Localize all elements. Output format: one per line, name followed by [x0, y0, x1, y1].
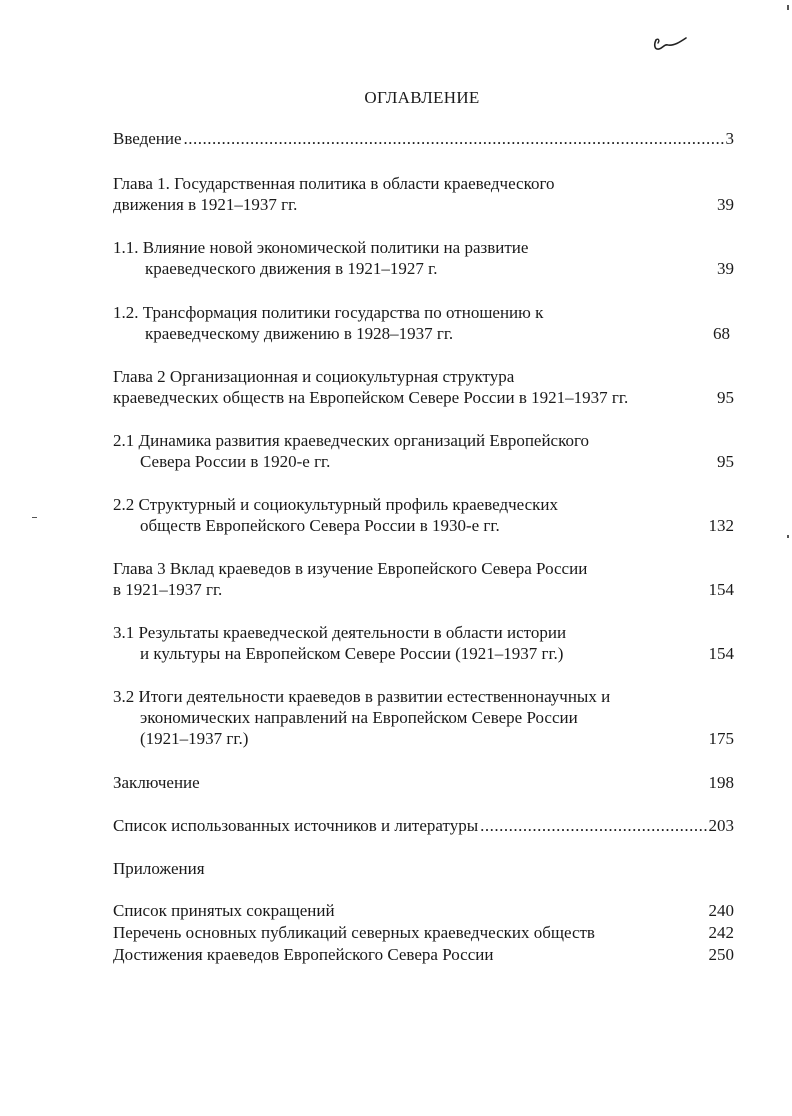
toc-entry-label-line: экономических направлений на Европейском Севере России — [140, 708, 578, 727]
toc-entry-label-line: краеведческому движению в 1928–1937 гг. — [145, 324, 454, 343]
toc-entry-page: 68 — [713, 324, 730, 343]
toc-entry-label-line: 3.2 Итоги деятельности краеведов в развитии естественнонаучных и — [113, 687, 611, 706]
toc-entry-chapter-3[interactable] — [113, 558, 738, 600]
appendix-item-page: 240 — [708, 901, 734, 920]
appendix-item-label: Достижения краеведов Европейского Севера России — [113, 945, 494, 964]
toc-leader-dots — [184, 128, 724, 149]
toc-entry-page: 39 — [717, 259, 734, 278]
toc-entry-label-line: Севера России в 1920-е гг. — [140, 452, 331, 471]
scan-speck — [787, 5, 789, 10]
toc-entry-label-line: (1921–1937 гг.) — [140, 729, 249, 748]
toc-entry-label-line: 2.1 Динамика развития краеведческих организаций Европейского — [113, 431, 590, 450]
toc-entry-page: 154 — [708, 580, 734, 599]
scan-speck — [32, 517, 37, 518]
toc-entry-label-line: обществ Европейского Севера России в 1930-е гг. — [140, 516, 500, 535]
toc-entry-label-line: Глава 3 Вклад краеведов в изучение Европейского Севера России — [113, 559, 588, 578]
toc-entry-page: 203 — [708, 816, 734, 835]
toc-entry-appendices[interactable] — [113, 858, 738, 879]
toc-entry-label-line: краеведческого движения в 1921–1927 г. — [145, 259, 438, 278]
toc-entry-chapter-1[interactable] — [113, 173, 738, 215]
toc-entry-page: 154 — [708, 644, 734, 663]
toc-entry-label-line: 1.1. Влияние новой экономической политики на развитие — [113, 238, 529, 257]
toc-entry-label-line: 2.2 Структурный и социокультурный профиль краеведческих — [113, 495, 559, 514]
appendix-item-label: Список принятых сокращений — [113, 901, 335, 920]
toc-entry-page: 95 — [717, 388, 734, 407]
toc-entry-conclusion[interactable] — [113, 772, 738, 793]
appendix-item[interactable] — [113, 944, 738, 966]
toc-entry-label-line: краеведческих обществ на Европейском Севере России в 1921–1937 гг. — [113, 388, 629, 407]
toc-entry-section-2-2[interactable] — [113, 494, 738, 536]
appendix-item[interactable] — [113, 922, 738, 944]
toc-entry-label-line: и культуры на Европейском Севере России (1921–1937 гг.) — [140, 644, 564, 663]
toc-entry-section-2-1[interactable] — [113, 430, 738, 472]
toc-entry-label: Введение — [113, 129, 182, 148]
appendix-item-page: 250 — [708, 945, 734, 964]
toc-entry-label-line: 1.2. Трансформация политики государства по отношению к — [113, 303, 544, 322]
handwritten-page-number — [650, 34, 690, 54]
toc-entry-page: 132 — [708, 516, 734, 535]
toc-leader-dots — [480, 815, 706, 836]
scan-speck — [787, 535, 789, 538]
appendix-list — [113, 900, 738, 966]
toc-entry-label: Приложения — [113, 859, 205, 878]
toc-entry-section-3-1[interactable] — [113, 622, 738, 664]
toc-entry-section-1-1[interactable] — [113, 237, 738, 279]
toc-entry-page: 198 — [708, 773, 734, 792]
toc-entry-label-line: Глава 1. Государственная политика в области краеведческого — [113, 174, 555, 193]
appendix-item-page: 242 — [708, 923, 734, 942]
toc-entry-chapter-2[interactable] — [113, 366, 738, 408]
toc-entry-page: 95 — [717, 452, 734, 471]
toc-entry-section-3-2[interactable] — [113, 686, 738, 749]
toc-entry-label: Список использованных источников и литературы — [113, 816, 479, 835]
toc-title: ОГЛАВЛЕНИЕ — [364, 88, 480, 107]
toc-entry-page: 39 — [717, 195, 734, 214]
toc-entry-label: Заключение — [113, 773, 200, 792]
toc-entry-label-line: Глава 2 Организационная и социокультурная структура — [113, 367, 515, 386]
appendix-item[interactable] — [113, 900, 738, 922]
appendix-item-label: Перечень основных публикаций северных краеведческих обществ — [113, 923, 595, 942]
toc-entry-section-1-2[interactable] — [113, 302, 738, 344]
toc-entry-label-line: в 1921–1937 гг. — [113, 580, 223, 599]
toc-entry-intro[interactable] — [113, 128, 738, 149]
toc-entry-page: 175 — [708, 729, 734, 748]
toc-entry-label-line: 3.1 Результаты краеведческой деятельности в области истории — [113, 623, 567, 642]
toc-entry-label-line: движения в 1921–1937 гг. — [113, 195, 298, 214]
toc-entry-sources[interactable] — [113, 815, 738, 836]
toc-entry-page: 3 — [725, 129, 734, 148]
